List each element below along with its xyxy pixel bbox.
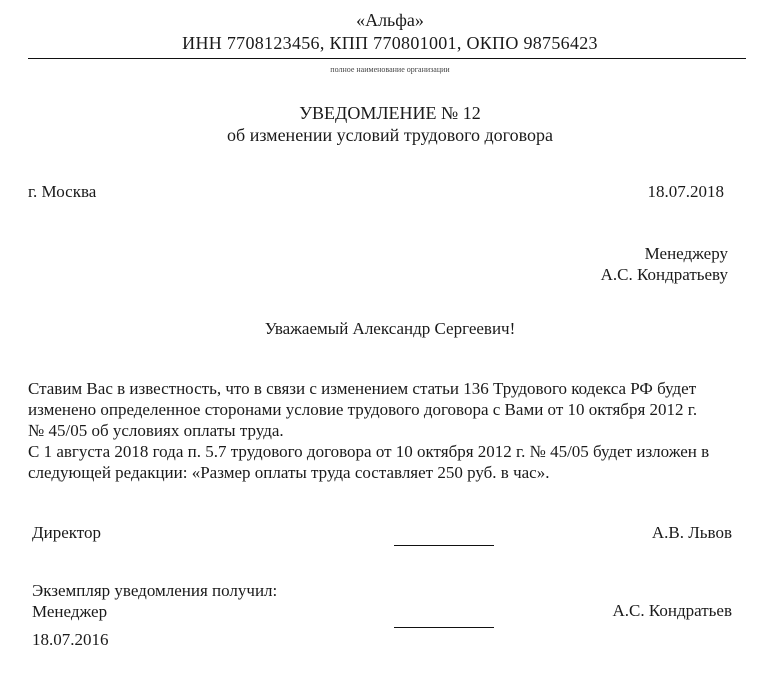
addressee-block <box>601 243 728 285</box>
signatory-role: Директор <box>32 523 101 542</box>
signatory-name: А.В. Львов <box>651 523 732 542</box>
receipt-role: Менеджер <box>32 602 108 621</box>
receipt-label: Экземпляр уведомления получил: <box>32 581 278 600</box>
organization-name: «Альфа» <box>356 10 424 30</box>
signature-line <box>394 545 494 546</box>
body-line: следующей редакции: «Размер оплаты труда составляет 250 руб. в час». <box>28 463 550 482</box>
body-line: С 1 августа 2018 года п. 5.7 трудового договора от 10 октября 2012 г. № 45/05 будет изложен в <box>28 442 710 461</box>
salutation: Уважаемый Александр Сергеевич! <box>264 319 516 338</box>
organization-codes: ИНН 7708123456, КПП 770801001, ОКПО 98756423 <box>182 33 598 53</box>
body-line: изменено определенное сторонами условие трудового договора с Вами от 10 октября 2012 г. <box>28 400 698 419</box>
receipt-block <box>32 580 277 622</box>
receipt-name: А.С. Кондратьев <box>612 601 732 620</box>
body-paragraph <box>28 378 748 483</box>
organization-caption: полное наименование организации <box>330 65 450 74</box>
receipt-date: 18.07.2016 <box>32 630 109 649</box>
document-subtitle: об изменении условий трудового договора <box>227 125 553 145</box>
addressee-name: А.С. Кондратьеву <box>600 265 728 284</box>
document-date: 18.07.2018 <box>647 182 724 201</box>
receipt-signature-line <box>394 627 494 628</box>
organization-underline <box>28 58 746 59</box>
document-title: УВЕДОМЛЕНИЕ № 12 <box>299 103 481 123</box>
body-line: Ставим Вас в известность, что в связи с изменением статьи 136 Трудового кодекса РФ будет <box>28 379 697 398</box>
document-city: г. Москва <box>28 182 97 201</box>
body-line: № 45/05 об условиях оплаты труда. <box>28 421 284 440</box>
addressee-position: Менеджеру <box>644 244 728 263</box>
